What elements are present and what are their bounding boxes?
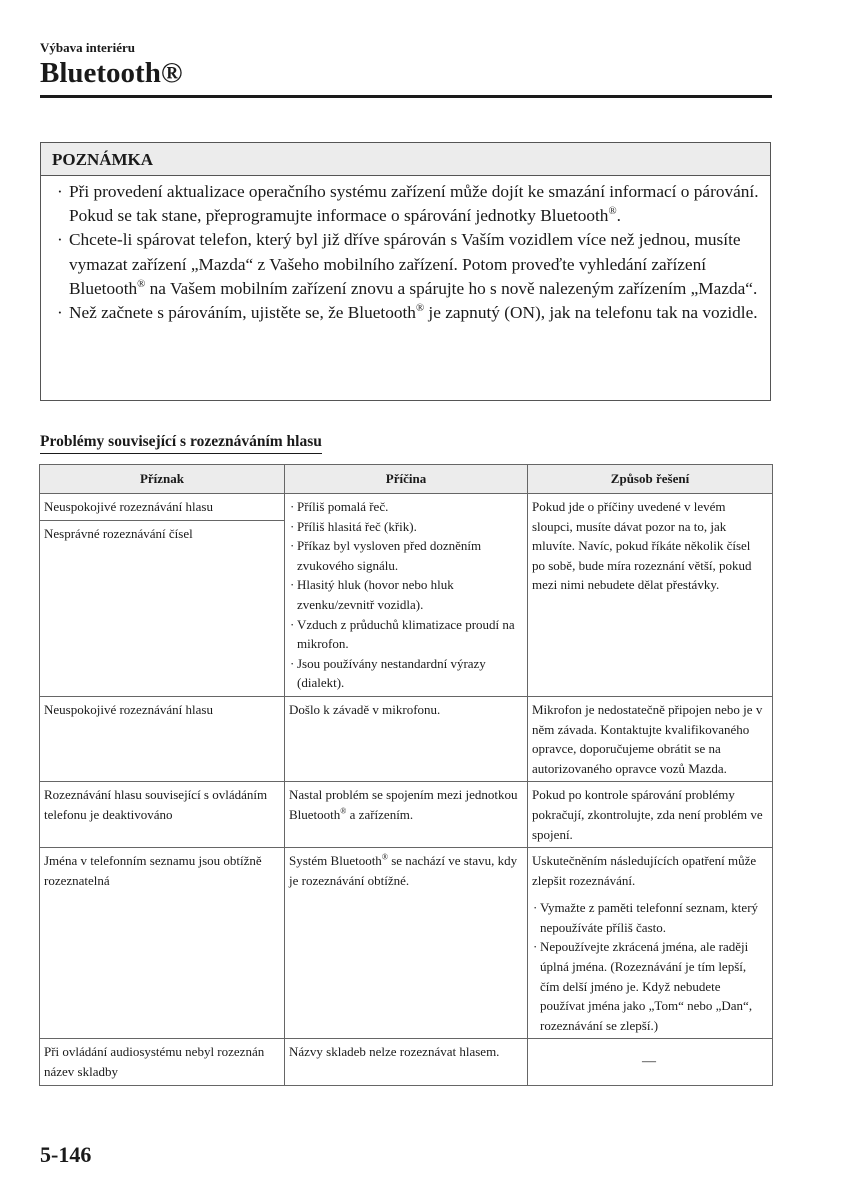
symptom-cell: Jména v telefonním seznamu jsou obtížně rozeznatelná [40,848,285,1039]
column-header-symptom: Příznak [40,465,285,494]
solution-list [532,898,766,1035]
table-row [40,494,773,521]
note-item: · Chcete-li spárovat telefon, který byl již dříve spárován s Vaším vozidlem více než jednou, musíte vymazat zařízení „Mazda“ z Vašeho mobilního zařízení. Potom proveďte vyhledání zařízení Bluetooth® na Vašem mobilním zařízení znovu a spárujte ho s nově nalezeným zařízením „Mazda“. [69,228,760,301]
page-title: Bluetooth® [40,57,183,89]
table-row [40,782,773,848]
cause-cell: Nastal problém se spojením mezi jednotkou Bluetooth® a zařízením. [285,782,528,848]
column-header-solution: Způsob řešení [528,465,773,494]
solution-cell: — [528,1039,773,1085]
cause-item: · Příkaz byl vysloven před dozněním zvukového signálu. [297,536,521,575]
note-item: · Při provedení aktualizace operačního systému zařízení může dojít ke smazání informací o párování. Pokud se tak stane, přeprogramujte informace o spárování jednotky Bluetooth®. [69,180,760,228]
cause-cell [285,494,528,697]
cause-cell: Názvy skladeb nelze rozeznávat hlasem. [285,1039,528,1085]
cause-item: · Vzduch z průduchů klimatizace proudí na mikrofon. [297,615,521,654]
title-rule [40,95,772,98]
page-number: 5-146 [40,1142,92,1167]
table-row [40,848,773,1039]
symptom-cell: Při ovládání audiosystému nebyl rozeznán název skladby [40,1039,285,1085]
solution-cell: Mikrofon je nedostatečně připojen nebo je v něm závada. Kontaktujte kvalifikovaného opravce, doporučujeme obrátit se na autorizovaného opravce vozů Mazda. [528,696,773,781]
solution-intro: Uskutečněním následujících opatření může zlepšit rozeznávání. [532,853,757,888]
cause-item: · Jsou používány nestandardní výrazy (dialekt). [297,654,521,693]
solution-cell: Pokud jde o příčiny uvedené v levém sloupci, musíte dávat pozor na to, jak mluvíte. Navíc, pokud říkáte několik čísel po sobě, bude míra rozeznání větší, pokud mezi nimi nebudete dělat přestávky. [528,494,773,697]
cause-cell: Systém Bluetooth® se nachází ve stavu, kdy je rozeznávání obtížné. [285,848,528,1039]
cause-item: · Příliš pomalá řeč. [297,497,521,517]
cause-list [289,497,521,693]
table-header-row [40,465,773,494]
cause-item: · Hlasitý hluk (hovor nebo hluk zvenku/zevnitř vozidla). [297,575,521,614]
cause-cell: Došlo k závadě v mikrofonu. [285,696,528,781]
symptom-cell: Rozeznávání hlasu související s ovládáním telefonu je deaktivováno [40,782,285,848]
symptom-cell: Neuspokojivé rozeznávání hlasu [40,696,285,781]
cause-item: · Příliš hlasitá řeč (křik). [297,517,521,537]
table-row [40,1039,773,1085]
section-label: Výbava interiéru [40,40,135,55]
solution-cell: Pokud po kontrole spárování problémy pokračují, zkontrolujte, zda není problém ve spojení. [528,782,773,848]
note-item: · Než začnete s párováním, ujistěte se, že Bluetooth® je zapnutý (ON), jak na telefonu tak na vozidle. [69,301,760,325]
note-box [40,142,771,401]
table-row [40,696,773,781]
table-heading: Problémy související s rozeznáváním hlasu [40,432,322,454]
symptom-cell: Neuspokojivé rozeznávání hlasu [40,494,285,521]
column-header-cause: Příčina [285,465,528,494]
solution-item: · Vymažte z paměti telefonní seznam, který nepoužíváte příliš často. [540,898,766,937]
issues-table [39,464,773,1086]
note-list [41,176,770,325]
solution-cell [528,848,773,1039]
note-heading: POZNÁMKA [41,143,770,176]
symptom-cell: Nesprávné rozeznávání čísel [40,520,285,696]
solution-item: · Nepoužívejte zkrácená jména, ale raději úplná jména. (Rozeznávání je tím lepší, čím delší jméno je. Když nebudete používat jména jako „Tom“ nebo „Dan“, rozeznávání se zlepší.) [540,937,766,1035]
